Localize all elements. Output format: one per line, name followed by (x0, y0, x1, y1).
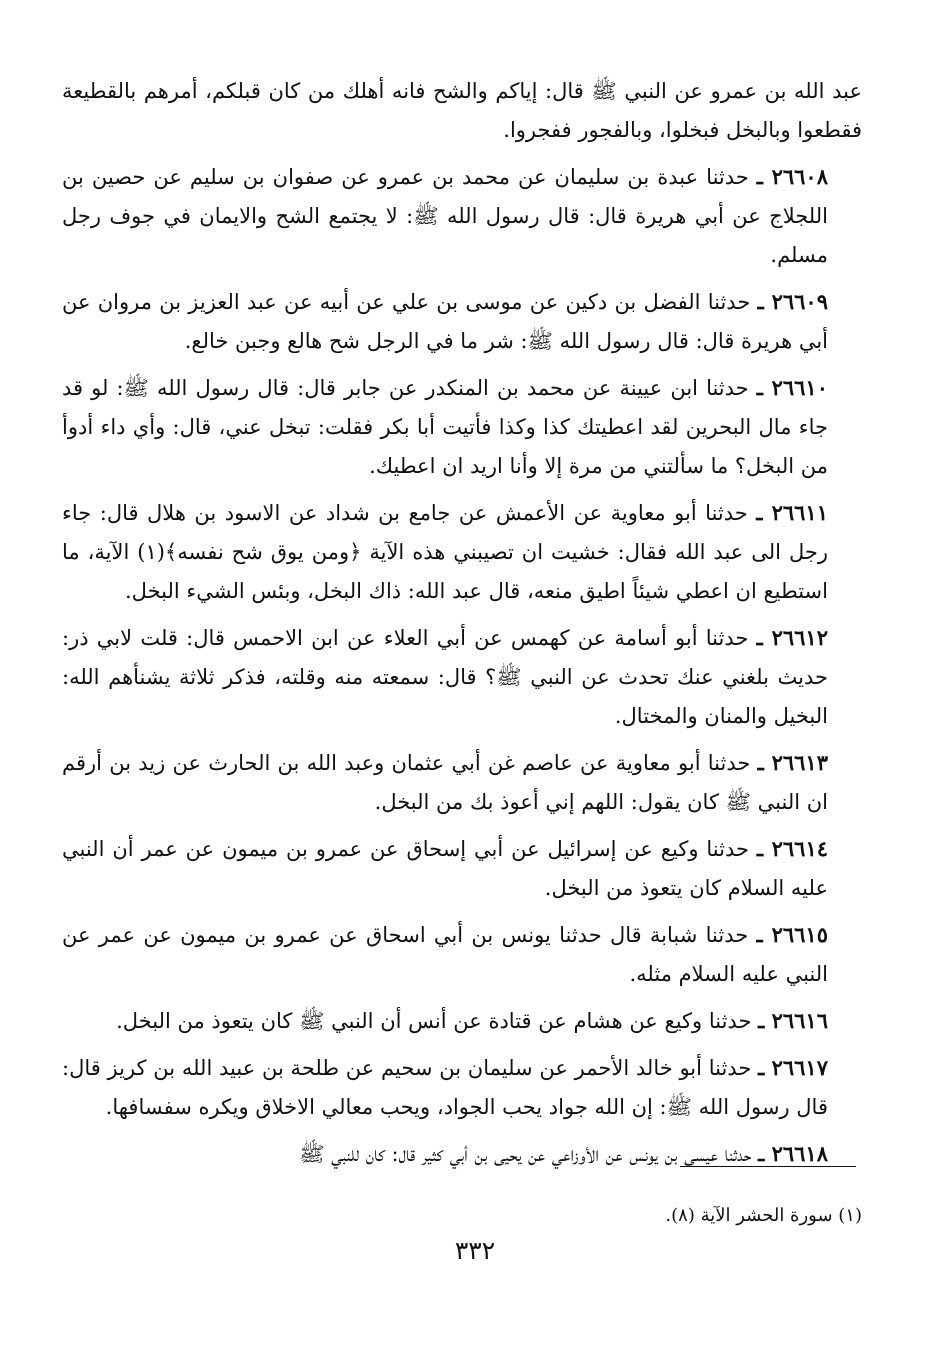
hadith-paragraph (62, 618, 862, 736)
footnote-divider (680, 1166, 856, 1167)
hadith-paragraph (62, 829, 862, 908)
hadith-number: ٢٦٦١٨ ـ (758, 1141, 828, 1166)
hadith-number: ٢٦٦١٠ ـ (756, 375, 828, 400)
paragraph-text: حدثنا وكيع عن هشام عن قتادة عن أنس أن النبي ﷺ كان يتعوذ من البخل. (116, 1009, 752, 1033)
paragraph-text: حدثنا ابن عيينة عن محمد بن المنكدر عن جابر قال: قال رسول الله ﷺ: لو قد جاء مال البحرين لقد اعطيتك كذا وكذا فأتيت أبا بكر فقلت: تبخل عني، قال: وأي داء أدوأ من البخل؟ ما سألتني من مرة إلا وأنا اريد ان اعطيك. (62, 376, 828, 478)
hadith-number: ٢٦٦١٣ ـ (757, 750, 828, 775)
paragraph-text: حدثنا عبدة بن سليمان عن محمد بن عمرو عن صفوان بن سليم عن حصين بن اللجلاج عن أبي هريرة قال: قال رسول الله ﷺ: لا يجتمع الشح والايمان في جوف رجل مسلم. (62, 165, 828, 267)
hadith-number: ٢٦٦١٧ ـ (758, 1055, 828, 1080)
paragraph-text: حدثنا وكيع عن إسرائيل عن أبي إسحاق عن عمرو بن ميمون عن عمر أن النبي عليه السلام كان يتعوذ من البخل. (62, 837, 828, 900)
page-number: ٣٣٢ (454, 1236, 496, 1265)
paragraph-text: حدثنا أبو معاوية عن عاصم غن أبي عثمان وعبد الله بن الحارث عن زيد بن أرقم ان النبي ﷺ كان يقول: اللهم إني أعوذ بك من البخل. (62, 751, 828, 814)
hadith-paragraph (62, 1001, 862, 1041)
hadith-paragraph (62, 493, 862, 611)
hadith-paragraph (62, 743, 862, 822)
paragraph-text: حدثنا أبو أسامة عن كهمس عن أبي العلاء عن ابن الاحمس قال: قلت لابي ذر: حديث بلغني عنك تحدث عن النبي ﷺ؟ قال: سمعته منه وقلته، فذكر ثلاثة يشنأهم الله: البخيل والمنان والمختال. (62, 626, 828, 728)
paragraph-text: حدثنا شبابة قال حدثنا يونس بن أبي اسحاق عن عمرو بن ميمون عن عمر عن النبي عليه السلام مثله. (62, 923, 828, 986)
hadith-paragraph (62, 368, 862, 486)
hadith-paragraph (62, 1134, 862, 1174)
page-body (62, 72, 862, 1181)
paragraph-text: حدثنا الفضل بن دكين عن موسى بن علي عن أبيه عن عبد العزيز بن مروان عن أبي هريرة قال: قال رسول الله ﷺ: شر ما في الرجل شح هالع وجبن خالع. (62, 290, 828, 353)
hadith-number: ٢٦٦١٢ ـ (756, 625, 828, 650)
hadith-paragraph (62, 1048, 862, 1127)
hadith-number: ٢٦٦٠٩ ـ (757, 289, 828, 314)
hadith-paragraph (62, 915, 862, 994)
hadith-number: ٢٦٦٠٨ ـ (756, 164, 828, 189)
paragraph-text: حدثنا أبو معاوية عن الأعمش عن جامع بن شداد عن الاسود بن هلال قال: جاء رجل الى عبد الله فقال: خشيت ان تصيبني هذه الآية ﴿ومن يوق شح نفسه﴾(١) الآية، ما استطيع ان اعطي شيئاً اطيق منعه، قال عبد الله: ذاك البخل، وبئس الشيء البخل. (62, 501, 828, 603)
hadith-paragraph (62, 157, 862, 275)
hadith-number: ٢٦٦١٦ ـ (758, 1008, 828, 1033)
paragraph-text: عبد الله بن عمرو عن النبي ﷺ قال: إياكم والشح فانه أهلك من كان قبلكم، أمرهم بالقطيعة فقطعوا وبالبخل فبخلوا، وبالفجور ففجروا. (62, 79, 862, 142)
hadith-number: ٢٦٦١١ ـ (756, 500, 828, 525)
hadith-number: ٢٦٦١٤ ـ (756, 836, 829, 861)
footnote: (١) سورة الحشر الآية (٨). (665, 1205, 862, 1226)
hadith-paragraph (62, 282, 862, 361)
paragraph-text: حدثنا عيسى بن يونس عن الأوزاعي عن يحيى بن أبي كثير قال: كان للنبي ﷺ (299, 1142, 752, 1166)
paragraph-text: حدثنا أبو خالد الأحمر عن سليمان بن سحيم عن طلحة بن عبيد الله بن كريز قال: قال رسول الله ﷺ: إن الله جواد يحب الجواد، ويحب معالي الاخلاق ويكره سفسافها. (62, 1056, 828, 1119)
paragraph-continuation (62, 72, 862, 150)
hadith-number: ٢٦٦١٥ ـ (756, 922, 828, 947)
